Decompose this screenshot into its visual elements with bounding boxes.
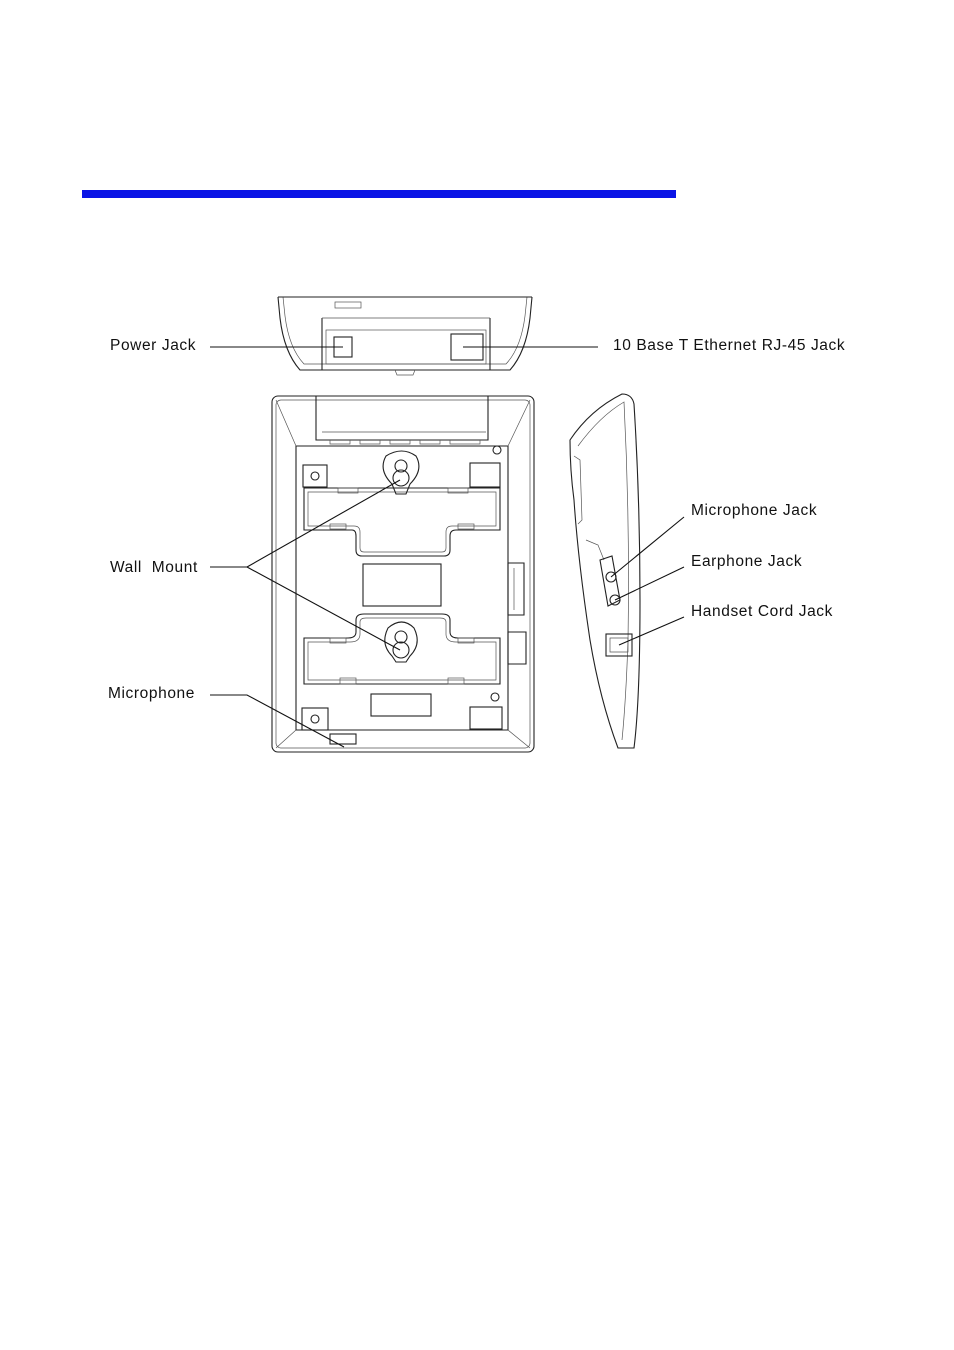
phone-bottom-view <box>272 396 534 752</box>
microphone-label: Microphone <box>108 685 195 702</box>
microphone-leader <box>210 695 344 747</box>
wall-mount-label: Wall Mount <box>110 559 198 576</box>
power-jack-label: Power Jack <box>110 337 197 354</box>
callout-leaders <box>210 347 684 747</box>
ethernet-jack-label: 10 Base T Ethernet RJ-45 Jack <box>613 337 846 354</box>
earphone-jack-label: Earphone Jack <box>691 553 803 570</box>
phone-side-view <box>570 394 640 748</box>
handset-cord-jack-label: Handset Cord Jack <box>691 603 834 620</box>
wall-mount-leader-upper <box>247 480 400 567</box>
microphone-jack-label: Microphone Jack <box>691 502 818 519</box>
handset-cord-jack-leader <box>619 617 684 645</box>
phone-top-view <box>278 297 532 375</box>
microphone-jack-leader <box>611 517 684 577</box>
earphone-jack-leader <box>615 567 684 600</box>
